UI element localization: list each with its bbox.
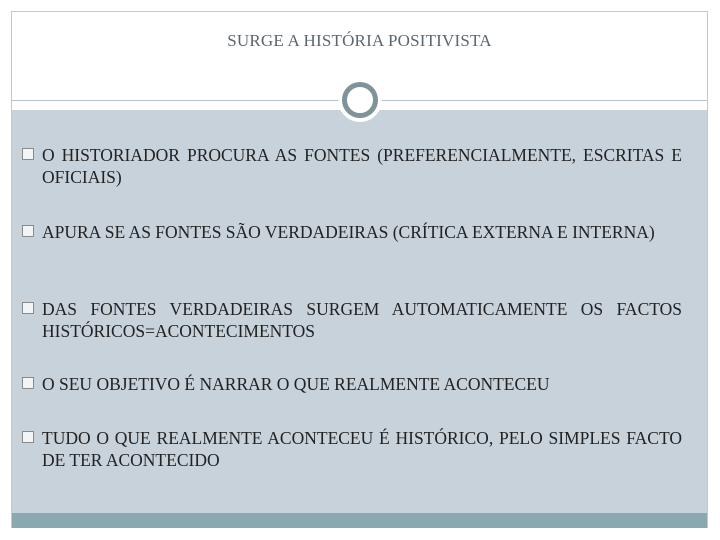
circle-ornament-icon <box>338 78 382 122</box>
bullet-text: O SEU OBJETIVO É NARRAR O QUE REALMENTE ACONTECEU <box>42 374 550 394</box>
bullet-item <box>22 427 682 471</box>
bullet-item <box>22 298 682 342</box>
square-bullet-icon <box>22 148 34 160</box>
bullet-item <box>22 221 682 243</box>
bullet-text: DAS FONTES VERDADEIRAS SURGEM AUTOMATICAMENTE OS FACTOS HISTÓRICOS=ACONTECIMENTOS <box>42 299 682 341</box>
slide-title: SURGE A HISTÓRIA POSITIVISTA <box>227 31 492 50</box>
bullet-text: TUDO O QUE REALMENTE ACONTECEU É HISTÓRICO, PELO SIMPLES FACTO DE TER ACONTECIDO <box>42 428 682 470</box>
square-bullet-icon <box>22 225 34 237</box>
bullet-item <box>22 144 682 188</box>
circle-ring <box>342 82 378 118</box>
square-bullet-icon <box>22 302 34 314</box>
square-bullet-icon <box>22 431 34 443</box>
bullet-text: O HISTORIADOR PROCURA AS FONTES (PREFERENCIALMENTE, ESCRITAS E OFICIAIS) <box>42 145 682 187</box>
footer-band <box>12 513 707 528</box>
bullet-item <box>22 373 682 395</box>
bullet-text: APURA SE AS FONTES SÃO VERDADEIRAS (CRÍTICA EXTERNA E INTERNA) <box>42 222 655 242</box>
square-bullet-icon <box>22 377 34 389</box>
